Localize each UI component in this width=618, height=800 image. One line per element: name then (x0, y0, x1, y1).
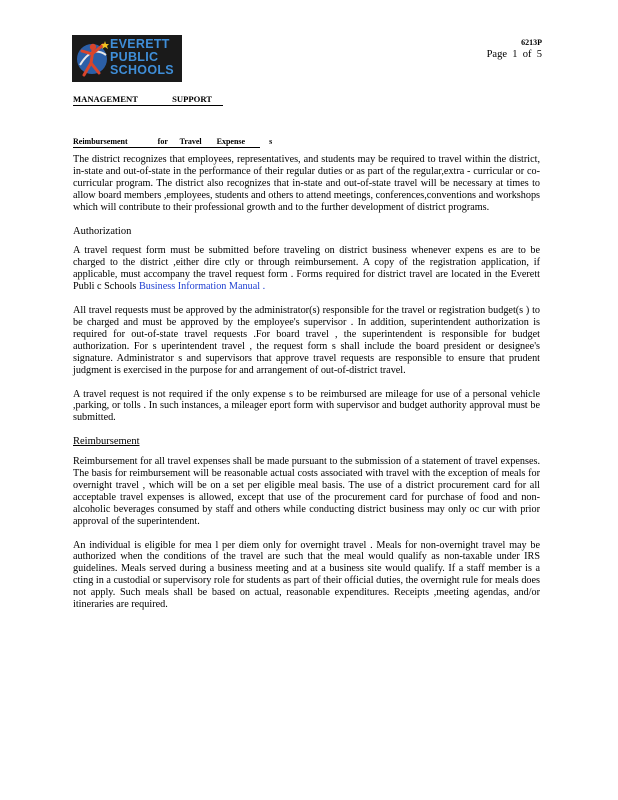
section-heading: MANAGEMENT SUPPORT (73, 94, 223, 106)
policy-code: 6213P (521, 38, 542, 47)
intro-paragraph: The district recognizes that employees, representatives, and students may be required to travel within the district, in-state and out-of-state in the performance of their regular duties or as part of the regular,extra - curricular or co-curricular program. The district also recognizes that in-state and out-of-state travel will be necessary at times to allow board members ,employees, students and others to attend meetings, conferences,conventions and workshops which will contribute to their professional growth and to the further development of district programs. (73, 154, 540, 213)
logo-wordmark: EVERETT PUBLIC SCHOOLS (110, 37, 174, 78)
authorization-paragraph-3: A travel request is not required if the only expense s to be reimbursed are mileage for use of a personal vehicle ,parking, or tolls . In such instances, a mileager eport form with supervisor and budget authority approval must be submitted. (73, 388, 540, 424)
page-number: Page 1 of 5 (486, 49, 542, 60)
authorization-paragraph-2: All travel requests must be approved by the administrator(s) responsible for the travel or registration budget(s ) to be charged and must be approved by the employee's supervisor . In addition, superintendent authorization is required for out-of-state travel requests .For board travel , the superintendent is responsible for budget authorization. For s uperintendent travel , the request form s shall include the board president or designee's signature. Administrator s and supervisors that approve travel requests are responsible to ensure that prudent judgment is exercised in the purpose for and arrangement of out-of-district travel. (73, 305, 540, 376)
document-title: Reimbursement for Travel Expense s (73, 137, 273, 146)
business-information-manual-link[interactable]: Business Information Manual (138, 281, 261, 293)
authorization-paragraph-1: A travel request form must be submitted before traveling on district business whenever expens es are to be charged to the district ,either dire ctly or through reimbursement. A copy of the registration application, if applicable, must accompany the travel request form . Forms required for district travel are located in the Everett Publi c Schools Business Information Manual . (73, 245, 540, 293)
reimbursement-heading: Reimbursement (73, 436, 140, 448)
document-body (73, 154, 540, 623)
authorization-heading: Authorization (73, 225, 132, 237)
reimbursement-paragraph-1: Reimbursement for all travel expenses shall be made pursuant to the submission of a statement of travel expenses. The basis for reimbursement will be reasonable actual costs associated with travel with the exception of meals for overnight travel , which will be on a set per eligible meal basis. The use of a district procurement card for all acceptable travel expenses is allowed, except that use of the procurement card for purchase of food and non-alcoholic beverages consumed by staff and others while conducting district business may only oc cur with prior approval of the superintendent. (73, 456, 540, 527)
page-info (487, 38, 542, 62)
district-logo (72, 35, 182, 82)
reimbursement-paragraph-2: An individual is eligible for mea l per diem only for overnight travel . Meals for non-overnight travel may be authorized when the conditions of the travel are such that the meal would qualify as non-taxable under IRS guidelines. Meals served during a business meeting and at a business site would qualify. If a staff member is a cting in a custodial or supervisory role for students as part of their official duties, the overnight rule for meals does not apply. Such meals shall be based on actual, reasonable expenditures. Receipts ,meeting agendas, and/or itineraries are required. (73, 539, 540, 611)
